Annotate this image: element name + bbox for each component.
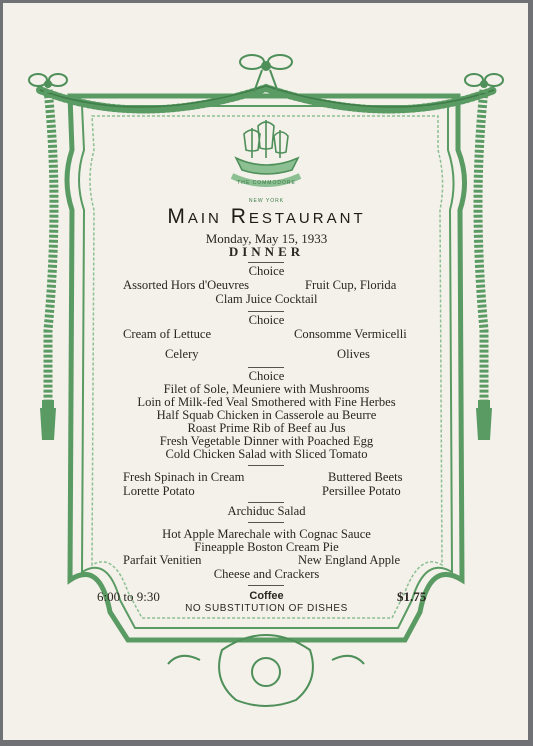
- group1-left: Assorted Hors d'Oeuvres: [123, 278, 250, 292]
- entree-item: Fresh Vegetable Dinner with Poached Egg: [159, 434, 374, 448]
- dessert-line1: Hot Apple Marechale with Cognac Sauce: [162, 527, 371, 541]
- vegetable-left2: Lorette Potato: [123, 484, 195, 498]
- dessert-left: Parfait Venitien: [123, 553, 202, 567]
- ship-crest-icon: [232, 120, 300, 184]
- group1-label: Choice: [248, 264, 285, 278]
- divider: [248, 262, 284, 263]
- group2-left2: Celery: [165, 347, 199, 361]
- divider: [248, 585, 284, 586]
- dessert-line4: Cheese and Crackers: [213, 567, 320, 581]
- page-title: Main Restaurant: [167, 205, 366, 228]
- group1-right: Fruit Cup, Florida: [305, 278, 397, 292]
- coffee: Coffee: [249, 590, 284, 602]
- vegetable-left1: Fresh Spinach in Cream: [123, 470, 245, 484]
- group2-left1: Cream of Lettuce: [123, 327, 212, 341]
- divider: [248, 522, 284, 523]
- entree-item: Cold Chicken Salad with Sliced Tomato: [165, 447, 368, 461]
- entree-item: Roast Prime Rib of Beef au Jus: [187, 421, 346, 435]
- group2-right2: Olives: [337, 347, 370, 361]
- vegetable-right1: Buttered Beets: [328, 470, 403, 484]
- menu-date: Monday, May 15, 1933: [205, 231, 328, 246]
- dessert-right: New England Apple: [298, 553, 401, 567]
- entree-item: Half Squab Chicken in Casserole au Beurre: [156, 408, 377, 422]
- dessert-line2: Fineapple Boston Cream Pie: [194, 540, 339, 554]
- meal-name: DINNER: [228, 244, 305, 259]
- service-hours: 6:00 to 9:30: [97, 589, 160, 604]
- group3-label: Choice: [248, 369, 285, 383]
- group2-label: Choice: [248, 313, 285, 327]
- bottom-cartouche: [168, 635, 364, 706]
- entree-item: Filet of Sole, Meuniere with Mushrooms: [163, 382, 370, 396]
- price: $1.75: [397, 589, 427, 604]
- divider: [248, 502, 284, 503]
- salad: Archiduc Salad: [227, 504, 306, 518]
- entree-item: Loin of Milk-fed Veal Smothered with Fine Herbes: [137, 395, 396, 409]
- group1-center: Clam Juice Cocktail: [215, 292, 318, 306]
- divider: [248, 367, 284, 368]
- divider: [248, 465, 284, 466]
- substitution-notice: NO SUBSTITUTION OF DISHES: [185, 603, 348, 614]
- bow-left-icon: [29, 74, 67, 87]
- crest-ribbon: THE COMMODORE: [237, 180, 296, 186]
- bow-right-icon: [465, 74, 503, 87]
- divider: [248, 311, 284, 312]
- vegetable-right2: Persillee Potato: [322, 484, 401, 498]
- crest-city: NEW YORK: [248, 198, 285, 204]
- group2-right1: Consomme Vermicelli: [294, 327, 407, 341]
